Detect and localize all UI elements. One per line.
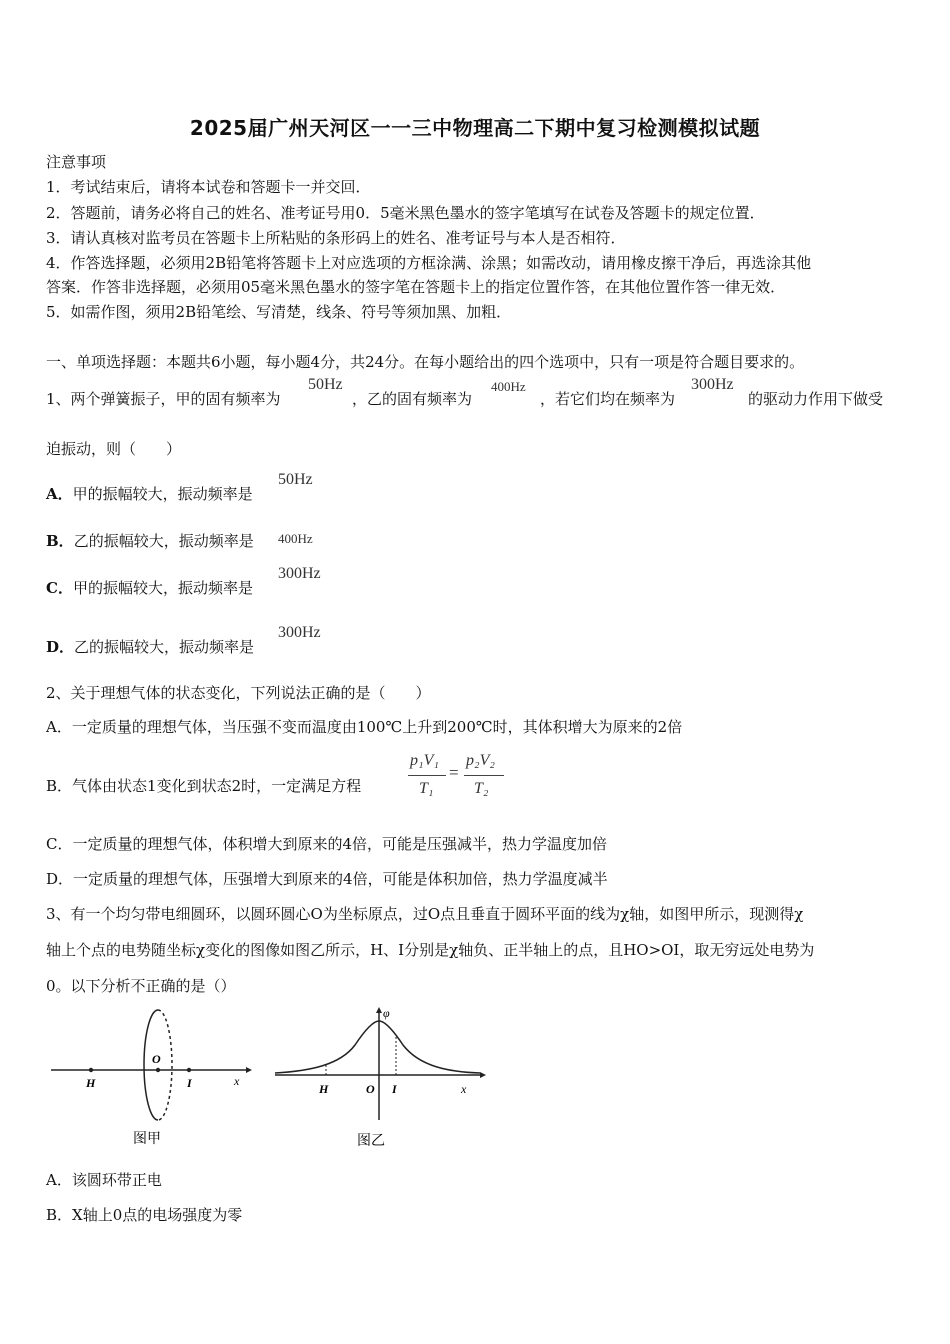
label-i: I bbox=[392, 1082, 397, 1096]
label-i: I bbox=[187, 1076, 192, 1090]
label-x: x bbox=[234, 1074, 240, 1088]
q1-option-c-value: 300Hz bbox=[278, 565, 321, 582]
x-axis-arrow bbox=[246, 1067, 252, 1073]
q2-option-a: A．一定质量的理想气体，当压强不变而温度由100℃上升到200℃时，其体积增大为原来的2倍 bbox=[46, 718, 683, 736]
q2-option-c: C．一定质量的理想气体，体积增大到原来的4倍，可能是压强减半，热力学温度加倍 bbox=[46, 835, 608, 853]
q1-stem-part1: 1、两个弹簧振子，甲的固有频率为 bbox=[46, 390, 281, 408]
phi-axis-arrow bbox=[376, 1007, 382, 1013]
potential-curve bbox=[275, 1021, 480, 1073]
q1-option-d-value: 300Hz bbox=[278, 624, 321, 641]
q1-freq-3: 300Hz bbox=[691, 376, 734, 393]
q2-stem: 2、关于理想气体的状态变化，下列说法正确的是（ ） bbox=[46, 684, 431, 702]
notice-item-2: 2．答题前，请务必将自己的姓名、准考证号用0．5毫米黑色墨水的签字笔填写在试卷及答题卡的规定位置． bbox=[46, 204, 765, 222]
q1-option-b-value: 400Hz bbox=[278, 531, 313, 546]
formula-denominator-1: T₁ bbox=[419, 780, 434, 797]
section-heading: 一、单项选择题：本题共6小题，每小题4分，共24分。在每小题给出的四个选项中，只有一项是符合题目要求的。 bbox=[46, 353, 805, 371]
point-h bbox=[89, 1068, 93, 1072]
q2-option-b: B．气体由状态1变化到状态2时，一定满足方程 bbox=[46, 777, 362, 795]
q1-stem-part4: 的驱动力作用下做受 bbox=[748, 390, 884, 408]
q3-stem-line3: 0。以下分析不正确的是（） bbox=[46, 977, 236, 995]
q3-option-a: A．该圆环带正电 bbox=[46, 1171, 162, 1189]
q1-stem-part3: ，若它们均在频率为 bbox=[540, 390, 676, 408]
notice-item-3: 3．请认真核对监考员在答题卡上所粘贴的条形码上的姓名、准考证号与本人是否相符． bbox=[46, 229, 626, 247]
q1-option-b: B．乙的振幅较大，振动频率是 bbox=[46, 532, 254, 550]
figure-caption: 图乙 bbox=[357, 1134, 385, 1149]
q1-stem-part2: ，乙的固有频率为 bbox=[352, 390, 473, 408]
x-axis-arrow bbox=[480, 1072, 486, 1078]
figure-jia bbox=[46, 1005, 256, 1150]
q1-option-c: C．甲的振幅较大，振动频率是 bbox=[46, 579, 253, 597]
label-o: O bbox=[152, 1052, 161, 1066]
notice-item-1: 1．考试结束后，请将本试卷和答题卡一并交回． bbox=[46, 178, 371, 196]
q1-stem-line2: 迫振动，则（ ） bbox=[46, 440, 182, 458]
point-i bbox=[187, 1068, 191, 1072]
label-h: H bbox=[86, 1076, 96, 1090]
fraction-bar-1 bbox=[408, 775, 446, 776]
formula-denominator-2: T₂ bbox=[474, 780, 489, 797]
q3-stem-line1: 3、有一个均匀带电细圆环，以圆环圆心O为坐标原点，过O点且垂直于圆环平面的线为χ轴，如图甲所示，现测得χ bbox=[46, 905, 804, 923]
figure-caption: 图甲 bbox=[133, 1132, 161, 1147]
notice-item-4-cont: 答案．作答非选择题，必须用05毫米黑色墨水的签字笔在答题卡上的指定位置作答，在其他位置作答一律无效． bbox=[46, 278, 786, 296]
q1-option-a: A．甲的振幅较大，振动频率是 bbox=[46, 485, 253, 503]
label-phi: φ bbox=[383, 1006, 390, 1020]
q3-stem-line2: 轴上个点的电势随坐标χ变化的图像如图乙所示，H、I分别是χ轴负、正半轴上的点，且HO>OI，取无穷远处电势为 bbox=[46, 941, 815, 959]
fraction-bar-2 bbox=[464, 775, 504, 776]
q1-freq-1: 50Hz bbox=[308, 376, 343, 393]
q1-option-a-value: 50Hz bbox=[278, 471, 313, 488]
formula-numerator-2: p₂V₂ bbox=[466, 752, 495, 769]
q2-option-d: D．一定质量的理想气体，压强增大到原来的4倍，可能是体积加倍，热力学温度减半 bbox=[46, 870, 608, 888]
formula-equals: = bbox=[449, 763, 459, 782]
notice-item-4: 4．作答选择题，必须用2B铅笔将答题卡上对应选项的方框涂满、涂黑；如需改动，请用橡皮擦干净后，再选涂其他 bbox=[46, 254, 812, 272]
formula-numerator-1: p₁V₁ bbox=[410, 752, 439, 769]
label-o: O bbox=[366, 1082, 375, 1096]
label-h: H bbox=[319, 1082, 329, 1096]
point-o bbox=[156, 1068, 160, 1072]
label-x: x bbox=[461, 1082, 467, 1096]
q3-option-b: B．X轴上0点的电场强度为零 bbox=[46, 1206, 243, 1224]
notice-heading: 注意事项 bbox=[46, 153, 107, 171]
figure-yi bbox=[270, 1005, 490, 1150]
page-title: 2025届广州天河区一一三中物理高二下期中复习检测模拟试题 bbox=[189, 116, 761, 140]
q1-option-d: D．乙的振幅较大，振动频率是 bbox=[46, 638, 255, 656]
q1-freq-2: 400Hz bbox=[491, 379, 526, 394]
notice-item-5: 5．如需作图，须用2B铅笔绘、写清楚，线条、符号等须加黑、加粗． bbox=[46, 303, 512, 321]
